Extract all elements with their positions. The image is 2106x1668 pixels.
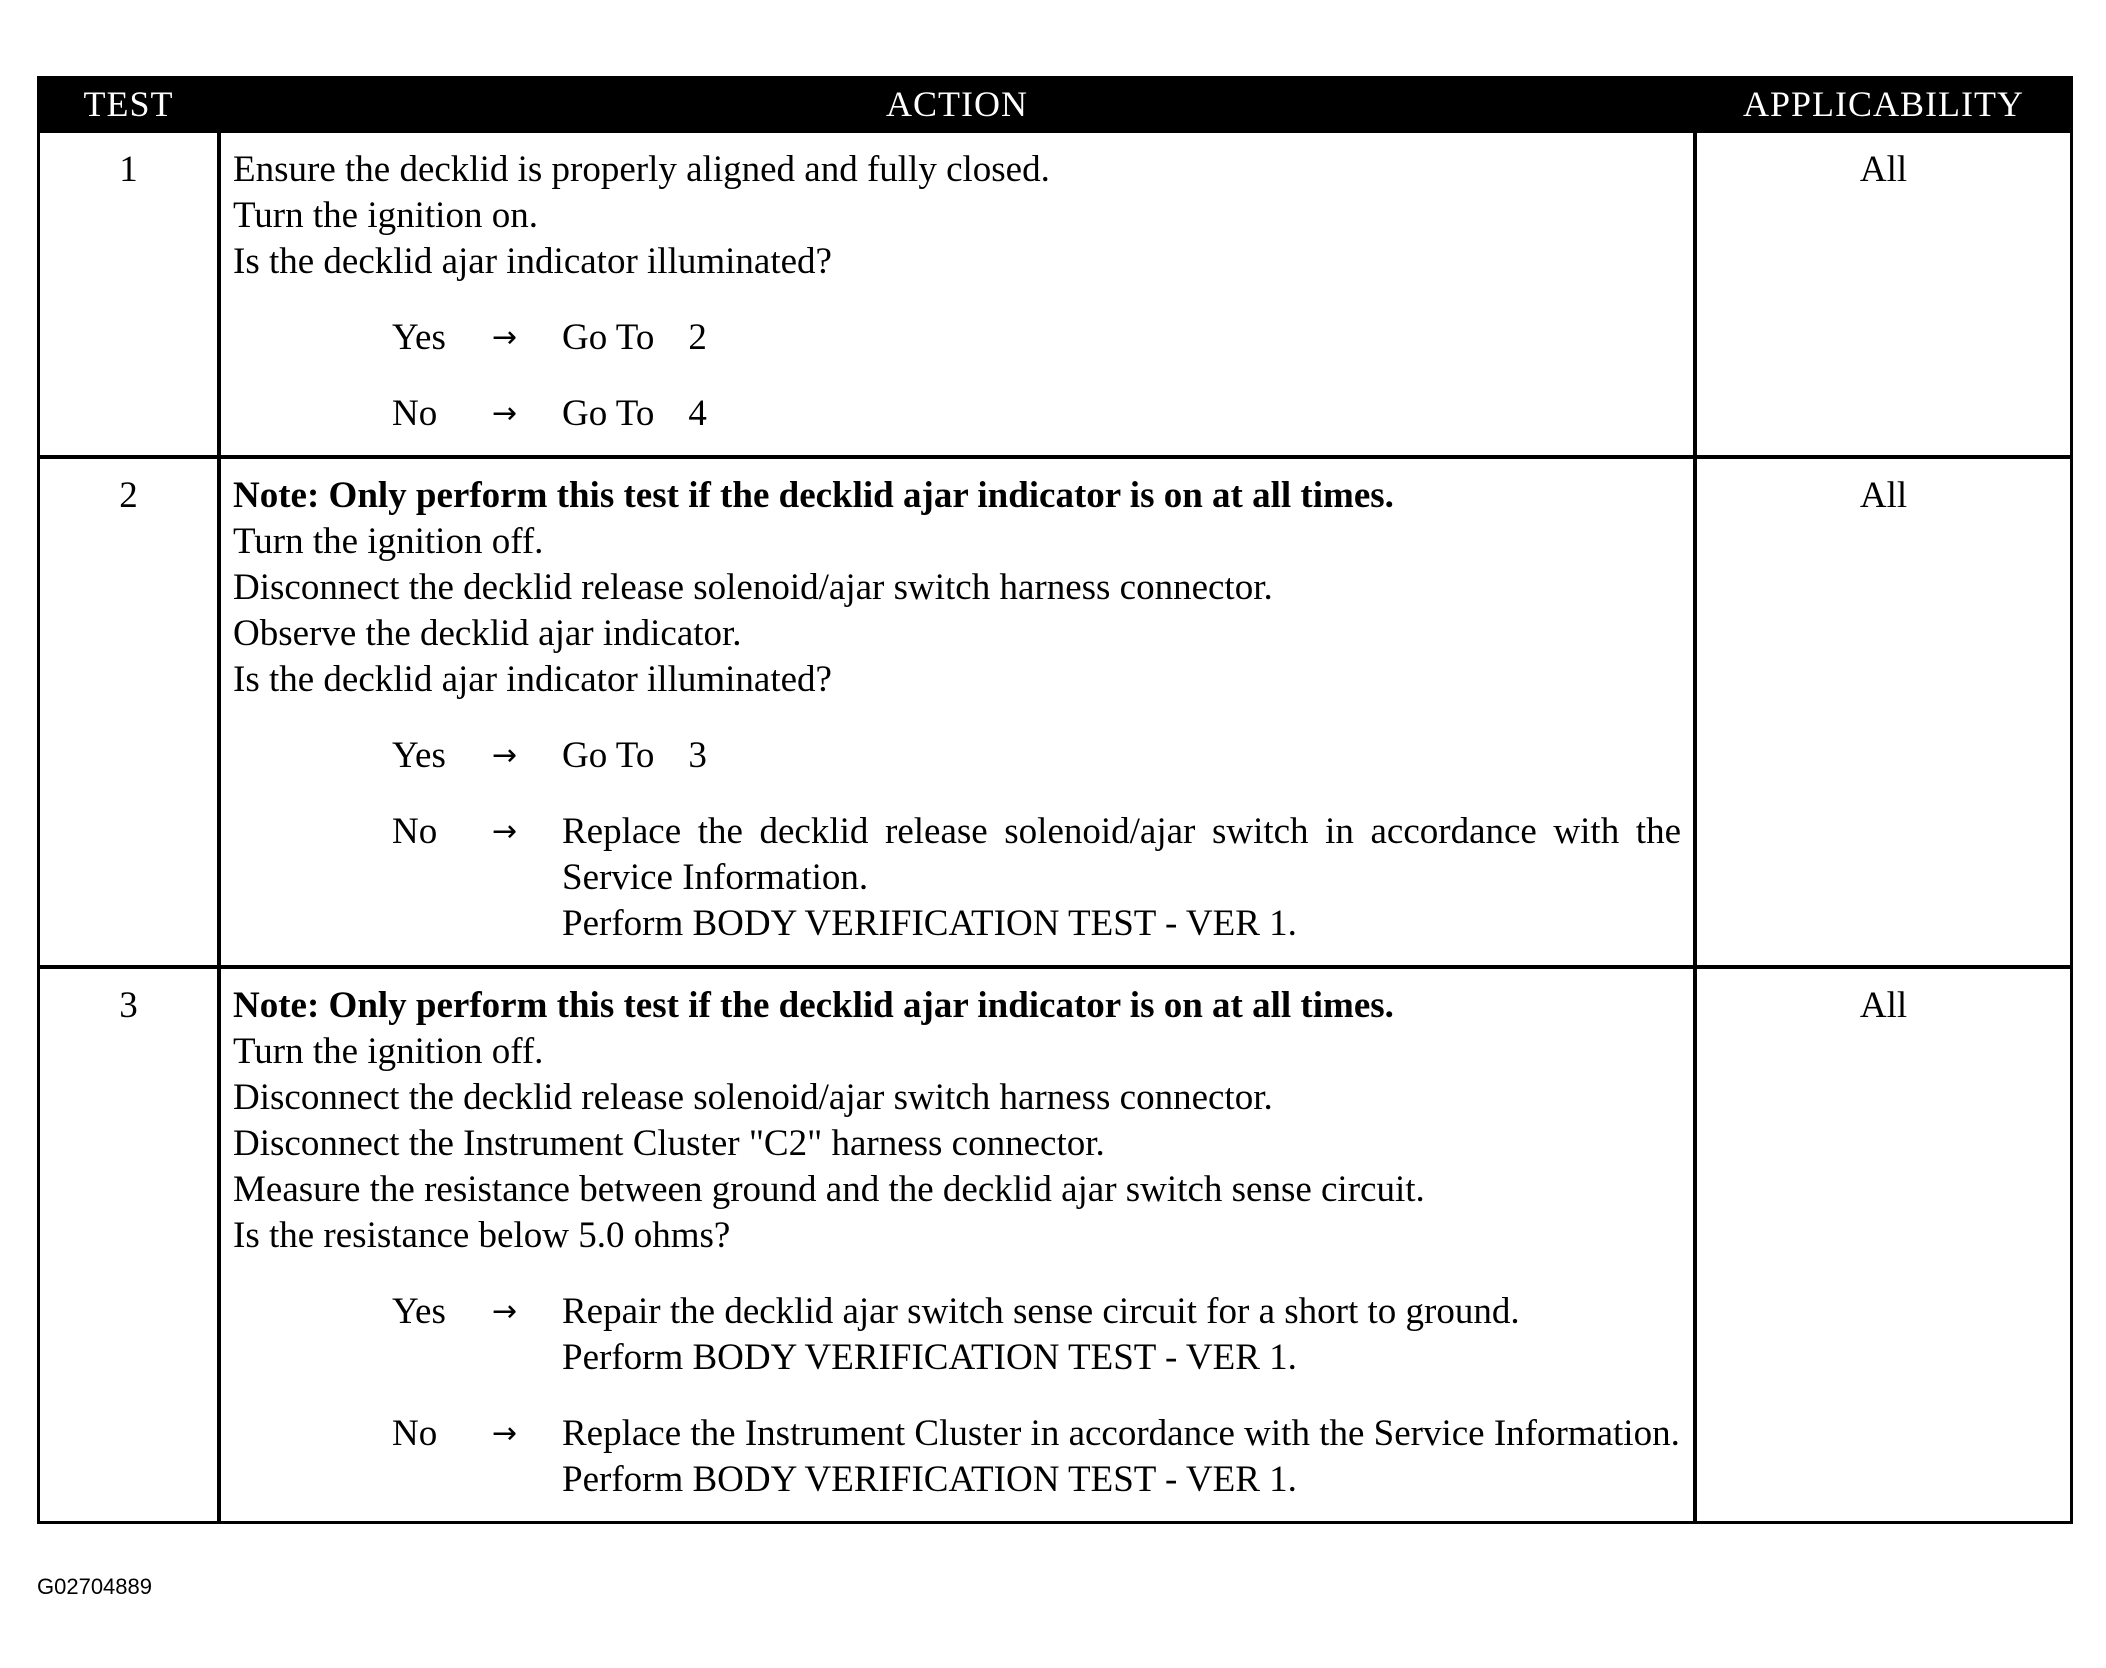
branch-result	[562, 315, 1681, 361]
arrow-icon: →	[492, 738, 518, 773]
no-branch	[233, 391, 1681, 437]
yes-label: Yes	[392, 1291, 446, 1332]
action-step: Disconnect the Instrument Cluster "C2" harness connector.	[233, 1123, 1105, 1164]
applicability-value: All	[1859, 985, 1908, 1026]
action-step: Turn the ignition on.	[233, 195, 538, 236]
applicability-value: All	[1859, 149, 1908, 190]
arrow-icon: →	[492, 1294, 518, 1329]
no-branch	[233, 1411, 1681, 1503]
action-step: Is the decklid ajar indicator illuminated?	[233, 659, 832, 700]
arrow-icon: →	[492, 1416, 518, 1451]
goto-text: Go To	[562, 317, 655, 358]
action-step: Measure the resistance between ground and the decklid ajar switch sense circuit.	[233, 1169, 1425, 1210]
yes-branch	[233, 315, 1681, 361]
arrow-icon: →	[492, 814, 518, 849]
no-branch	[233, 809, 1681, 947]
applicability-value: All	[1859, 475, 1908, 516]
action-step: Is the resistance below 5.0 ohms?	[233, 1215, 731, 1256]
goto-number: 2	[688, 317, 707, 358]
branch-result	[562, 391, 1681, 437]
diagnostic-test-table	[37, 76, 2073, 1524]
test-number: 2	[119, 475, 138, 516]
header-applicability: APPLICABILITY	[1743, 84, 2024, 124]
branch-result	[562, 1289, 1681, 1381]
header-action: ACTION	[886, 84, 1028, 124]
test-number: 3	[119, 985, 138, 1026]
action-step: Disconnect the decklid release solenoid/ajar switch harness connector.	[233, 567, 1273, 608]
action-step: Ensure the decklid is properly aligned and fully closed.	[233, 149, 1050, 190]
no-label: No	[392, 811, 438, 852]
yes-branch	[233, 733, 1681, 779]
branch-result	[562, 1411, 1681, 1503]
goto-text: Go To	[562, 393, 655, 434]
test-row-2	[40, 455, 2070, 965]
action-cell	[217, 969, 1697, 1521]
branch-result	[562, 809, 1681, 947]
test-row-1	[40, 129, 2070, 455]
goto-number: 3	[688, 735, 707, 776]
action-note: Note: Only perform this test if the decklid ajar indicator is on at all times.	[233, 475, 1394, 516]
branch-text: Repair the decklid ajar switch sense circuit for a short to ground.	[562, 1291, 1520, 1332]
action-cell	[217, 459, 1697, 965]
action-step: Turn the ignition off.	[233, 1031, 544, 1072]
branch-result	[562, 733, 1681, 779]
test-number: 1	[119, 149, 138, 190]
perform-text: Perform BODY VERIFICATION TEST - VER 1.	[562, 1459, 1297, 1500]
action-cell	[217, 133, 1697, 455]
header-test: TEST	[83, 84, 174, 124]
action-step: Disconnect the decklid release solenoid/ajar switch harness connector.	[233, 1077, 1273, 1118]
action-note: Note: Only perform this test if the decklid ajar indicator is on at all times.	[233, 985, 1394, 1026]
goto-number: 4	[688, 393, 707, 434]
branch-text: Replace the Instrument Cluster in accordance with the Service Information.	[562, 1413, 1680, 1454]
table-header	[40, 79, 2070, 129]
no-label: No	[392, 1413, 438, 1454]
action-step: Turn the ignition off.	[233, 521, 544, 562]
perform-text: Perform BODY VERIFICATION TEST - VER 1.	[562, 1337, 1297, 1378]
perform-text: Perform BODY VERIFICATION TEST - VER 1.	[562, 903, 1297, 944]
test-row-3	[40, 965, 2070, 1521]
yes-label: Yes	[392, 317, 446, 358]
no-label: No	[392, 393, 438, 434]
yes-label: Yes	[392, 735, 446, 776]
arrow-icon: →	[492, 396, 518, 431]
branch-text: Replace the decklid release solenoid/ajar switch in accordance with the Service Information.	[562, 811, 1681, 898]
action-step: Is the decklid ajar indicator illuminated?	[233, 241, 832, 282]
goto-text: Go To	[562, 735, 655, 776]
yes-branch	[233, 1289, 1681, 1381]
arrow-icon: →	[492, 320, 518, 355]
figure-id: G02704889	[37, 1574, 152, 1599]
action-step: Observe the decklid ajar indicator.	[233, 613, 742, 654]
